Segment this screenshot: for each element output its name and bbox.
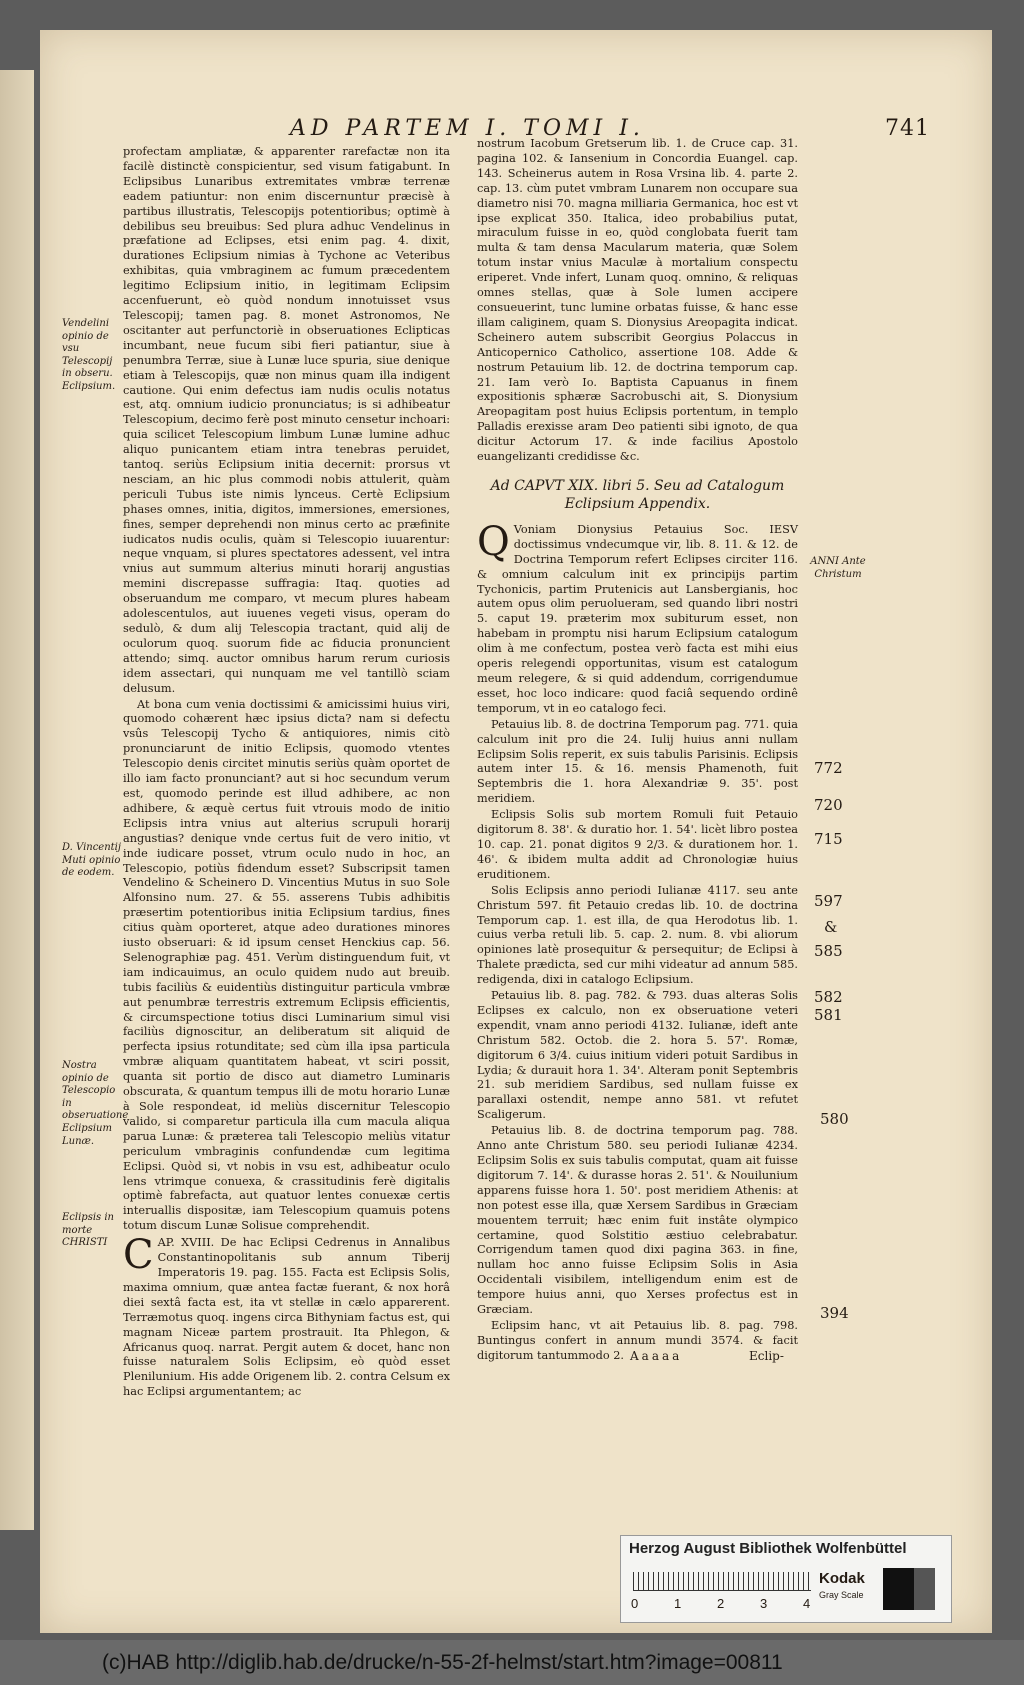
header-title: AD PARTEM I. TOMI I. [290,116,645,141]
margin-year: 582 [814,988,843,1006]
chapter-xviii-paragraph [123,1232,450,1400]
right-column [477,137,798,1365]
margin-year: 715 [814,830,843,848]
gray-scale-label: Gray Scale [819,1590,864,1600]
margin-note-anni: ANNI Ante Christum [810,556,866,580]
margin-note-nostra: Nostra opinio de Telescopio in obseruatione Eclipsium Lunæ. [62,1060,129,1147]
scale-number: 1 [674,1596,682,1611]
catalog-entry: Petauius lib. 8. de doctrina Temporum pag. 771. quia calculum init pro die 24. Iulij huius anni nullam Eclipsim Solis reperit, ex suis tabulis Parisinis. Eclipsis autem inter 15. & 16. mensis Phamenoth, fuit Septembris die 1. hora Alexandriæ 9. 35'. post meridiem. [477,717,798,806]
scale-number: 2 [717,1596,725,1611]
folio-number: 741 [885,116,930,141]
margin-note-mutus: D. Vincentij Muti opinio de eodem. [62,842,121,879]
catalog-entry: Petauius lib. 8. de doctrina temporum pag. 788. Anno ante Christum 580. seu periodi Iulianæ 4234. Eclipsim Solis ex suis tabulis computat, quam ait fuisse digitorum 7. 14'. & durasse horas 2. 51'. & Nouilunium apparens fuisse hora 1. 50'. post meridiem Athenis: at non potest esse illa, quæ Xersem Sardibus in Græciam mouentem terruit; hæc enim fuit instâte olympico certamine, quod Solstitio æstiuo celebrabatur. Corrigendum tamen quod dixi pagina 363. in fine, nullam hoc anno fuisse Eclipsim Solis in Asia Occidentali visibilem, intelligendum enim est de tempore huius anni, quo Xerses profectus est in Græciam. [477,1124,798,1317]
ruler-scale [633,1572,811,1591]
adjacent-page-edge [0,70,34,1530]
library-label-card [620,1535,952,1623]
dropcap-q: Q [477,518,510,565]
scale-number: 0 [631,1596,639,1611]
scale-number: 4 [803,1596,811,1611]
margin-ampersand: & [824,918,838,936]
margin-year: 597 [814,892,843,910]
margin-year: 581 [814,1006,843,1024]
margin-year: 394 [820,1304,849,1322]
catalog-entry: Eclipsis Solis sub mortem Romuli fuit Petauio digitorum 8. 38'. & duratio hor. 1. 54'. licèt libro postea 10. cap. 21. ponat digitos 9 2/3. & durationem hor. 1. 46'. & ibidem multa addit ad Chronologiæ huius eruditionem. [477,808,798,881]
library-name: Herzog August Bibliothek Wolfenbüttel [629,1540,907,1557]
appendix-heading: Ad CAPVT XIX. libri 5. Seu ad Catalogum Eclipsium Appendix. [490,477,785,512]
catalog-entry: Petauius lib. 8. pag. 782. & 793. duas alteras Solis Eclipses ex calculo, non ex obseruatione veteri expendit, vnam anno periodi 4132. Iulianæ, ideft ante Christum 582. Octob. die 2. hora 5. 57'. Romæ, digitorum 6 3/4. cuius initium videri potuit Sardibus in Lydia; & durauit hora 1. 34'. Alteram ponit Septembris 21. sub meridiem Sardibus, sed nullam fuisse ex parallaxi ostendit, nempe anno 581. vt refutet Scaligerum. [477,989,798,1122]
kodak-logo: Kodak [819,1570,865,1587]
margin-year: 720 [814,796,843,814]
left-column [123,145,450,1401]
signature-mark: Aaaaa [630,1349,683,1363]
catalog-entry: Eclipsim hanc, vt ait Petauius lib. 8. pag. 798. Buntingus confert in annum mundi 3574. & facit digitorum tantummodo 2. [477,1318,798,1362]
catchword: Eclip- [749,1349,784,1363]
footer-url[interactable]: (c)HAB http://diglib.hab.de/drucke/n-55-2f-helmst/start.htm?image=00811 [0,1640,1024,1685]
dropcap-c: C [123,1232,154,1279]
chapter-xviii-text: AP. XVIII. De hac Eclipsi Cedrenus in Annalibus Constantinopolitanis sub annum Tiberij Imperatoris 19. pag. 155. Facta est Eclipsis Solis, maxima omnium, quæ antea factæ fuerant, & nox horâ diei sextâ facta est, ita vt stellæ in cælo apparerent. Terræmotus quoq. ingens circa Bithyniam factus est, qui magnam Niceæ partem prostrauit. Ita Phlegon, & Africanus quoq. narrat. Pergit autem & docet, hanc non fuisse naturalem Solis Eclipsim, eò quòd esset Plenilunium. His adde Origenem lib. 2. contra Celsum ex hac Eclipsi argumentantem; ac [123,1236,450,1399]
appendix-intro-text: Voniam Dionysius Petauius Soc. IESV doctissimus vndecumque vir, lib. 8. 11. & 12. de Doctrina Temporum refert Eclipses circiter 116. & omnium calculum init ex principijs partim Tychonicis, partim Prutenicis aut Lansbergianis, hoc autem opus olim peruolueram, sed quando libri nostri 5. caput 19. præterim mox subiturum esset, non habebam in promptu nisi harum Eclipsium catalogum olim à me confectum, postea verò facta est mihi eius operis relegendi opportunitas, visum est catalogum meum relegere, & si quid addendum, corrigendumue esset, hoc loco indicare: quod faciâ sequendo ordinê temporum, vt in eo catalogo feci. [477,522,798,715]
gray-swatch [883,1568,935,1610]
scale-number: 3 [760,1596,768,1611]
right-paragraph-top: nostrum Iacobum Gretserum lib. 1. de Cruce cap. 31. pagina 102. & Iansenium in Concordia Euangel. cap. 143. Scheinerus autem in Rosa Vrsina lib. 4. parte 2. cap. 13. cùm putet vmbram Lunarem non occupare sua diametro nisi 70. magna milliaria Germanica, hoc est vt ipse explicat 350. Italica, ideo probabilius putat, miraculum fuisse in eo, quòd conglobata fuerit tam multa & tam densa Macularum materia, quæ Solem totum instar vnius Maculæ à mortalium conspectu eriperet. Vnde infert, Lunam quoq. omnino, & reliquas omnes stellas, quæ à Sole lumen accipere consueuerint, tunc lumine orbatas fuisse, & hanc esse illam caliginem, quam S. Dionysius Areopagita indicat. Scheinero autem subscribit Georgius Polaccus in Anticopernico Catholico, assertione 108. Adde & nostrum Petauium lib. 12. de doctrina temporum cap. 21. Iam verò Io. Baptista Capuanus in finem expositionis sphæræ Sacrobuschi ait, S. Dionysium Areopagitam post huius Eclipsis portentum, in templo Palladis erexisse aram Deo patienti sibi ignoto, de qua dicitur Actorum 17. & inde facilius Apostolo euangelizanti credidisse &c. [477,137,798,464]
left-paragraph: profectam ampliatæ, & apparenter rarefactæ non ita facilè distinctè conspicientur, sed visum fatigabunt. In Eclipsibus Lunaribus extremitates vmbræ terrenæ eadem patiuntur: non enim discernuntur præcisè à partibus illustratis, Telescopijs potentioribus; optimè à debilibus seu breuibus: Sed plura adhuc Vendelinus in præfatione ad Eclipses, etsi enim pag. 4. dixit, durationes Eclipsium nimias à Tychone ac Veteribus exhibitas, quia vmbraginem ac fumum præcedentem legitimo Eclipsium initio, in legitimam Eclipsim accenfuerunt, eò quòd nondum innotuisset vsus Telescopij; tamen pag. 8. monet Astronomos, Ne oscitanter aut perfunctoriè in obseruationes Eclipticas incumbant, neue fucum sibi fieri patiantur, siue à penumbra Terræ, siue à Lunæ luce spuria, siue denique etiam à Telescopijs, quæ non minus quam illa indigent cautione. Qui enim defectus iam nudis oculis notatus est, atq. omnium iudicio pronunciatus; is si adhibeatur Telescopium, decimo ferè post minuto censetur inchoari: quia scilicet Telescopium limbum Lunæ lumine adhuc aliquo punicantem etiam intra tenebras peruidet, tantoq. seriùs Eclipsium initia decernit: prorsus vt nesciam, an hic plus commodi nobis attulerit, quàm periculi Tubus iste nimis lynceus. Certè Eclipsium phases omnes, initia, digitos, immersiones, emersiones, fines, semper deprehendi non minus certo ac præfinite iudicatos nudis oculis, quàm si Telescopio iuuarentur: neque vnquam, si plures spectatores adessent, vel intra vnius aut summum alterius minuti horarij angustias memini discrepasse suffragia: Itaq. quoties ad obseruandum me comparo, vt mecum plures habeam adolescentulos, aut iuuenes vegeti visus, operam do sedulò, & dum alij Telescopia tractant, quid alij de oculorum quoq. suorum fide ac fiducia pronuncient attendo; simq. auctor omnibus harum rerum curiosis idem assectari, qui nunquam me vel tantillò sciam delusum. [123,145,450,695]
left-paragraph: At bona cum venia doctissimi & amicissimi huius viri, quomodo cohærent hæc ipsius dicta? nam si defectu vsûs Telescopij Tycho & antiquiores, nimis citò pronunciarunt de initio Eclipsis, quomodo vtentes Telescopio denis circitet minutis seriùs quàm oportet de illo iam facto pronunciant? aut si hoc secundum verum est, quomodo perinde est illud adhibere, ac non adhibere, & æquè certus fuit vtrouis modo de initio Eclipsis intra vnius aut alterius scrupuli horarij angustias? denique vnde certus fuit de vero initio, vt inde iudicare posset, vtrum oculo nudo in hoc, an Telescopio, potiùs fidendum esset? Subscripsit tamen Vendelino & Scheinero D. Vincentius Mutus in suo Sole Alfonsino num. 27. & 55. asserens Tubis adhibitis præsertim potentioribus initia Eclipsium tardius, fines citius quàm oporteret, atque adeo durationes minores iusto obseruari: & id ipsum censet Henckius cap. 56. Selenographiæ pag. 451. Verùm distinguendum fuit, vt iam indicauimus, an oculo quidem nudo aut breuib. tubis faciliùs & euidentiùs distinguitur particula vmbræ aut penumbræ terrestris extremum Eclipsis efficientis, & circumspectione totius disci Luminarium simul visi faciliùs dignoscitur, an deliberatum sit aliquid de perfecta ipsius rotunditate; sed cùm illa ipsa particula vmbræ aliquam quantitatem habeat, vt sciri possit, quanta sit portio de disco aut diametro Luminaris obscurata, & quantum tempus illi de motu horario Lunæ à Sole respondeat, id meliùs discernitur Telescopio valido, si comparetur particula illa cum macula aliqua parua Lunæ: & præterea tali Telescopio meliùs vitatur periculum vmbraginis confundendæ cum legitima Eclipsi. Quòd si, vt nobis in vsu est, adhibeatur oculo lens vtrimque conuexa, & crassitudinis ferè digitalis optimè fabrefacta, aut quatuor lentes conuexæ certis interuallis dispositæ, iam Telescopium quamuis potens totum discum Lunæ Solisue comprehendit. [123,697,450,1233]
catalog-entry: Solis Eclipsis anno periodi Iulianæ 4117. seu ante Christum 597. fit Petauio credas lib. 10. de doctrina Temporum cap. 1. est illa, de qua Herodotus lib. 1. cuius verba retuli lib. 5. cap. 2. num. 8. vbi aliorum opiniones latè prosequitur & persequitur; de Eclipsi à Thalete prædicta, sed cur mihi videatur ad annum 585. redigenda, dixi in catalogo Eclipsium. [477,883,798,987]
margin-note-vendelinus: Vendelini opinio de vsu Telescopij in obseru. Eclipsium. [62,318,116,392]
margin-year: 585 [814,942,843,960]
margin-note-eclipsis-christi: Eclipsis in morte CHRISTI [62,1212,114,1249]
appendix-intro [477,518,798,717]
margin-year: 772 [814,759,843,777]
margin-year: 580 [820,1110,849,1128]
